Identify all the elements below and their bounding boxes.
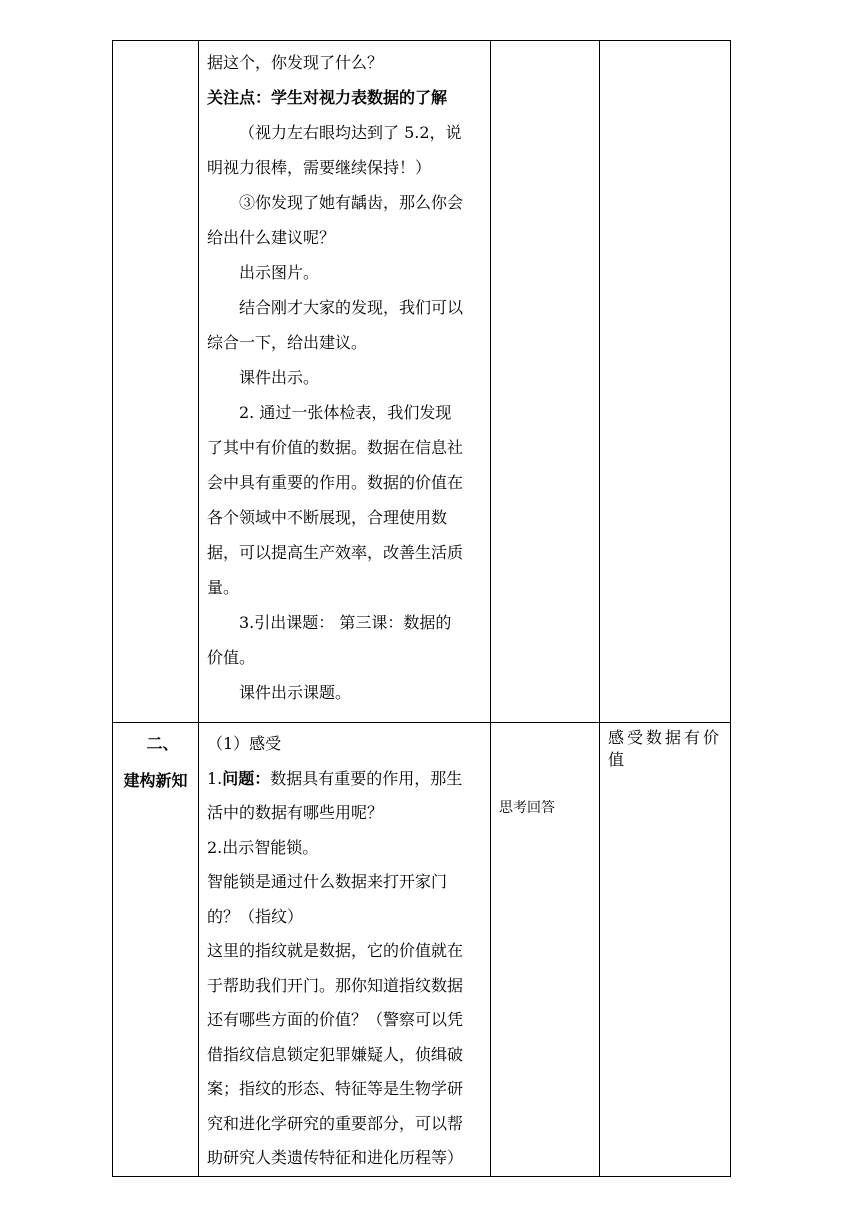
text-line: 各个领域中不断展现，合理使用数 [207,508,448,527]
text-line: （1）感受 [207,734,282,753]
text-line: 助研究人类遗传特征和进化历程等） [207,1148,464,1167]
text-line [207,762,482,797]
text-line: 明视力很棒，需要继续保持！） [207,158,432,177]
text-line: 智能锁是通过什么数据来打开家门 [207,872,448,891]
line-prefix: 1. [207,768,223,788]
text-line: 据这个，你发现了什么？ [207,53,384,72]
text-line: 2.出示智能锁。 [207,837,319,857]
text-line: 综合一下，给出建议。 [207,333,368,352]
text-line: 于帮助我们开门。那你知道指纹数据 [207,975,464,995]
text-line: 价值。 [207,648,256,667]
line-text: 数据具有重要的作用，那生 [270,768,463,788]
lesson-plan-table [112,40,731,1177]
text-line: 据，可以提高生产效率，改善生活质 [207,543,464,562]
text-line: （视力左右眼均达到了 5.2，说 [239,123,462,142]
stage-title: 建构新知 [123,771,188,790]
text-line: 究和进化学研究的重要部分，可以帮 [207,1113,464,1133]
text-line: 这里的指纹就是数据，它的价值就在 [207,941,464,960]
design-intent-cell [600,723,731,1177]
text-line: 关注点：学生对视力表数据的了解 [207,88,448,107]
design-intent-cell [600,41,731,723]
teacher-activity-text [199,41,490,710]
table-row [113,723,731,1177]
student-activity-text: 思考回答 [499,800,555,816]
text-line: 出示图片。 [239,263,320,282]
teacher-activity-cell [199,723,491,1177]
text-line: 课件出示。 [239,368,320,387]
text-line: 活中的数据有哪些用呢？ [207,803,384,822]
text-line: 给出什么建议呢？ [207,228,336,247]
line-bold-label: 问题： [222,768,271,788]
text-line: 的？（指纹） [207,906,304,926]
text-line: 会中具有重要的作用。数据的价值在 [207,473,464,492]
text-line: 了其中有价值的数据。数据在信息社 [207,438,464,457]
text-line: 3.引出课题： 第三课：数据的 [239,613,452,632]
design-intent-text: 感受数据有价值 [608,728,723,769]
stage-cell [113,723,199,1177]
stage-cell [113,41,199,723]
text-line: 案；指纹的形态、特征等是生物学研 [207,1079,464,1098]
text-line: 量。 [207,578,240,597]
stage-number: 二、 [146,734,179,753]
student-activity-cell [491,723,600,1177]
text-line: 课件出示课题。 [239,683,352,702]
text-line: 2. 通过一张体检表，我们发现 [239,403,452,422]
text-line: 借指纹信息锁定犯罪嫌疑人，侦缉破 [207,1044,464,1064]
teacher-activity-text [199,723,490,1176]
text-line: ③你发现了她有龋齿，那么你会 [239,193,464,212]
teacher-activity-cell [199,41,491,723]
student-activity-cell [491,41,600,723]
text-line: 还有哪些方面的价值？（警察可以凭 [207,1010,464,1029]
text-line: 结合刚才大家的发现，我们可以 [239,298,464,317]
table-row [113,41,731,723]
